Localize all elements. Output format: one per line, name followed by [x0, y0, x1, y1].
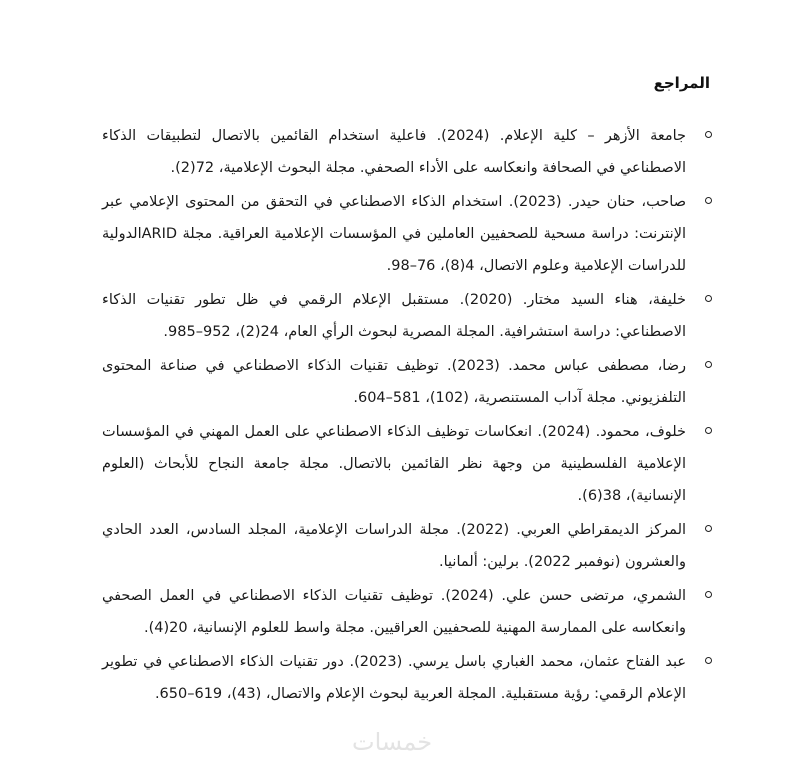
reference-text: خلوف، محمود. (2024). انعكاسات توظيف الذكاء الاصطناعي على العمل المهني في المؤسسات الإعلامية الفلسطينية من وجهة نظر القائمين بالاتصال. مجلة جامعة النجاح للأبحاث (العلوم الإنسانية)، 38(6). [102, 424, 686, 504]
reference-item [102, 580, 712, 644]
reference-item [102, 120, 712, 184]
reference-text: خليفة، هناء السيد مختار. (2020). مستقبل الإعلام الرقمي في ظل تطور تقنيات الذكاء الاصطناعي: دراسة استشرافية. المجلة المصرية لبحوث الرأي العام، 24(2)، 952–985. [102, 292, 687, 340]
hollow-bullet-icon [705, 525, 712, 532]
references-heading: المراجع [653, 74, 710, 92]
reference-item [102, 350, 712, 414]
reference-text: المركز الديمقراطي العربي. (2022). مجلة الدراسات الإعلامية، المجلد السادس، العدد الحادي والعشرون (نوفمبر 2022). برلين: ألمانيا. [102, 522, 687, 570]
references-list [102, 120, 712, 712]
hollow-bullet-icon [705, 197, 712, 204]
hollow-bullet-icon [705, 295, 712, 302]
reference-item [102, 514, 712, 578]
reference-text: صاحب، حنان حيدر. (2023). استخدام الذكاء الاصطناعي في التحقق من المحتوى الإعلامي عبر الإنترنت: دراسة مسحية للصحفيين العاملين في المؤسسات الإعلامية العراقية. مجلة ARIDالدولية للدراسات الإعلامية وعلوم الاتصال، 4(8)، 76–98. [102, 194, 686, 274]
hollow-bullet-icon [705, 591, 712, 598]
hollow-bullet-icon [705, 427, 712, 434]
reference-item [102, 646, 712, 710]
reference-text: الشمري، مرتضى حسن علي. (2024). توظيف تقنيات الذكاء الاصطناعي في العمل الصحفي وانعكاسه على الممارسة المهنية للصحفيين العراقيين. مجلة واسط للعلوم الإنسانية، 20(4). [102, 588, 687, 636]
reference-text: جامعة الأزهر – كلية الإعلام. (2024). فاعلية استخدام القائمين بالاتصال لتطبيقات الذكاء الاصطناعي في الصحافة وانعكاسه على الأداء الصحفي. مجلة البحوث الإعلامية، 72(2). [102, 128, 687, 176]
reference-text: رضا، مصطفى عباس محمد. (2023). توظيف تقنيات الذكاء الاصطناعي في صناعة المحتوى التلفزيوني. مجلة آداب المستنصرية، (102)، 581–604. [102, 358, 687, 406]
reference-text: عبد الفتاح عثمان، محمد الغباري باسل يرسي. (2023). دور تقنيات الذكاء الاصطناعي في تطوير الإعلام الرقمي: رؤية مستقبلية. المجلة العربية لبحوث الإعلام والاتصال، (43)، 619–650. [102, 654, 686, 702]
reference-item [102, 284, 712, 348]
hollow-bullet-icon [705, 361, 712, 368]
reference-item [102, 186, 712, 282]
hollow-bullet-icon [705, 131, 712, 138]
watermark-logo: خمسات [352, 728, 433, 756]
reference-item [102, 416, 712, 512]
hollow-bullet-icon [705, 657, 712, 664]
